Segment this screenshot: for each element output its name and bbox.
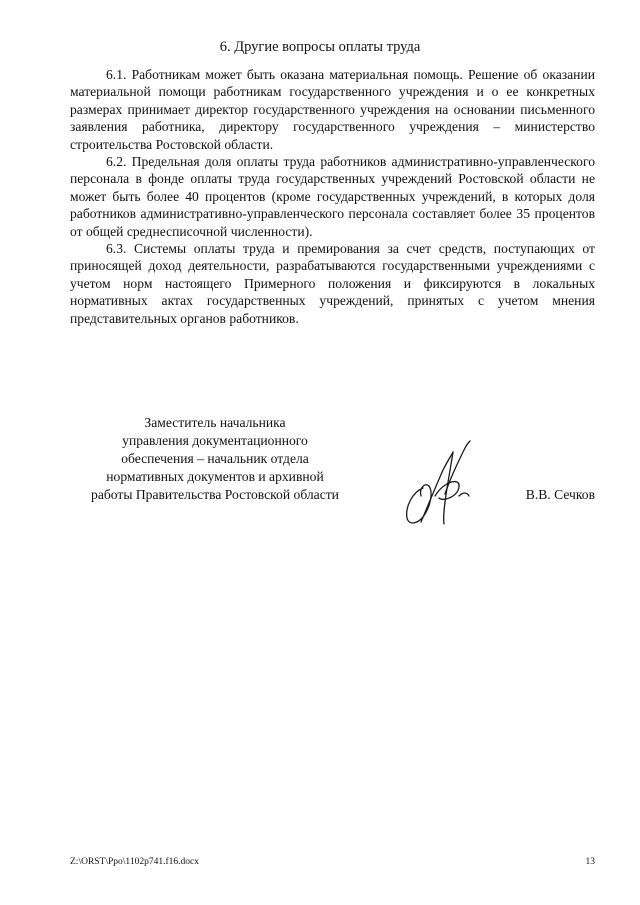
section-title: 6. Другие вопросы оплаты труда: [219, 39, 421, 55]
signer-title-line: Заместитель начальника: [144, 415, 286, 430]
footer-file-path: Z:\ORST\Ppo\1102p741.f16.docx: [70, 857, 199, 867]
signer-title-line: работы Правительства Ростовской области: [91, 487, 339, 502]
paragraph-6-2: 6.2. Предельная доля оплаты труда работников административно-управленческого персонала в фонде оплаты труда государственных учреждений Ростовской области не может быть более 40 процентов (кроме государственных учреждений, в которых доля работников административно-управленческого персонала составляет более 35 процентов от общей среднесписочной численности).: [70, 154, 595, 239]
signer-title: [70, 414, 360, 504]
signer-name: В.В. Сечков: [525, 487, 595, 502]
signer-title-line: нормативных документов и архивной: [106, 469, 324, 484]
paragraph-6-1: 6.1. Работникам может быть оказана материальная помощь. Решение об оказании материальной помощи работникам государственного учреждения и о ее конкретных размерах принимает директор государственного учреждения на основании письменного заявления работника, директору государственного учреждения – министерство строительства Ростовской области.: [70, 67, 595, 152]
signer-title-line: обеспечения – начальник отдела: [121, 451, 309, 466]
page-number: 13: [585, 857, 595, 867]
signature-block: [0, 414, 640, 524]
handwritten-signature: [395, 436, 475, 531]
body-text: [70, 66, 595, 327]
signer-title-line: управления документационного: [122, 433, 308, 448]
paragraph-6-3: 6.3. Системы оплаты труда и премирования за счет средств, поступающих от приносящей доход деятельности, разрабатываются государственными учреждениями с учетом норм настоящего Примерного положения и фиксируются в локальных нормативных актах государственных учреждений, принятых с учетом мнения представительных органов работников.: [70, 241, 595, 326]
